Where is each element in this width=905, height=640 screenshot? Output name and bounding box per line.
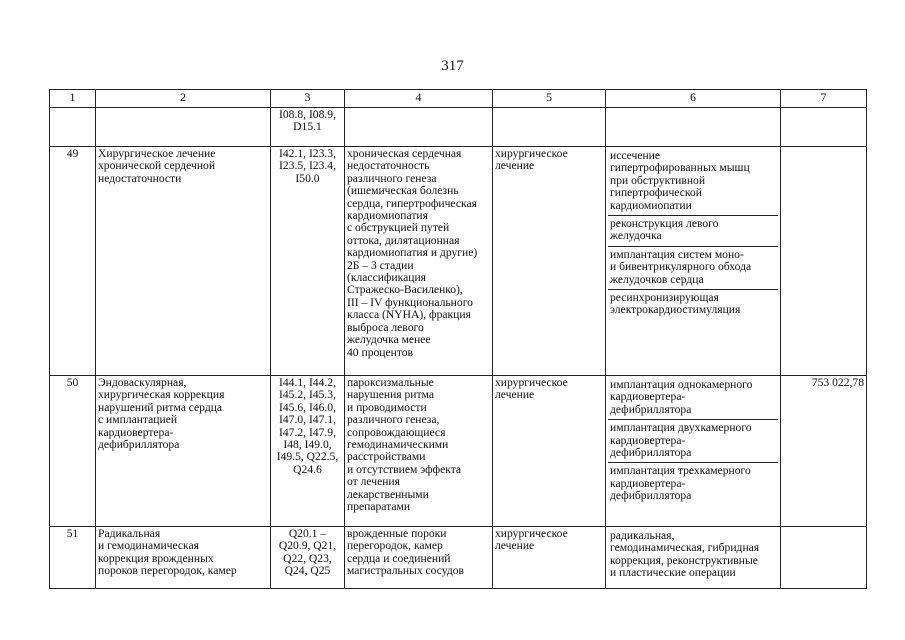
cell-cost <box>781 147 867 376</box>
cell-model: врожденные пороки перегородок, камер сердца и соединений магистральных сосудов <box>345 527 493 589</box>
cell-cost <box>781 527 867 589</box>
cell-name <box>96 108 271 147</box>
cell-name: Хирургическое лечение хронической сердечной недостаточности <box>96 147 271 376</box>
cell-codes: I42.1, I23.3, I23.5, I23.4, I50.0 <box>271 147 345 376</box>
column-header: 6 <box>606 90 781 108</box>
cell-treatment: хирургическое лечение <box>493 376 606 527</box>
cell-methods <box>606 527 781 589</box>
cell-treatment <box>493 108 606 147</box>
method-item: радикальная, гемодинамическая, гибридная коррекция, реконструктивные и пластические операции <box>610 529 760 580</box>
column-header: 2 <box>96 90 271 108</box>
cell-treatment: хирургическое лечение <box>493 147 606 376</box>
method-item: иссечение гипертрофированных мышц при обструктивной гипертрофической кардиомиопатии <box>610 149 750 212</box>
column-header: 7 <box>781 90 867 108</box>
cell-cost <box>781 108 867 147</box>
column-header: 5 <box>493 90 606 108</box>
cell-name: Радикальная и гемодинамическая коррекция врожденных пороков перегородок, камер <box>96 527 271 589</box>
method-item: имплантация однокамерного кардиовертера- дефибриллятора <box>610 378 753 416</box>
cell-name: Эндоваскулярная, хирургическая коррекция нарушений ритма сердца с имплантацией кардиовертера- дефибриллятора <box>96 376 271 527</box>
cell-treatment: хирургическое лечение <box>493 527 606 589</box>
cell-model: пароксизмальные нарушения ритма и проводимости различного генеза, сопровождающиеся гемодинамическими расстройствами и отсутствием эффекта от лечения лекарственными препаратами <box>345 376 493 527</box>
cell-model <box>345 108 493 147</box>
method-item: имплантация двухкамерного кардиовертера- дефибриллятора <box>608 419 778 462</box>
page-number: 317 <box>441 58 464 74</box>
column-number-row <box>50 90 867 108</box>
cell-num <box>50 108 96 147</box>
cell-codes: I44.1, I44.2, I45.2, I45.3, I45.6, I46.0, I47.0, I47.1, I47.2, I47.9, I48, I49.0, I49.5, Q22.5, Q24.6 <box>271 376 345 527</box>
table-row <box>50 147 867 376</box>
continuation-row <box>50 108 867 147</box>
cell-codes: Q20.1 – Q20.9, Q21, Q22, Q23, Q24, Q25 <box>271 527 345 589</box>
table-row <box>50 527 867 589</box>
cell-method <box>606 108 781 147</box>
cell-num: 50 <box>50 376 96 527</box>
cell-model: хроническая сердечная недостаточность различного генеза (ишемическая болезнь сердца, гипертрофическая кардиомиопатия с обструкцией путей оттока, дилятационная кардиомиопатия и другие) 2Б – 3 стадии (классификация Стражеско-Василенко), III – IV функционального класса (NYHA), фракция выброса левого желудочка менее 40 процентов <box>345 147 493 376</box>
method-item: ресинхронизирующая электрокардиостимуляция <box>608 289 778 320</box>
cell-cost: 753 022,78 <box>781 376 867 527</box>
cell-methods <box>606 147 781 376</box>
column-header: 3 <box>271 90 345 108</box>
method-item: реконструкция левого желудочка <box>608 215 778 246</box>
cell-num: 51 <box>50 527 96 589</box>
column-header: 1 <box>50 90 96 108</box>
cell-num: 49 <box>50 147 96 376</box>
method-item: имплантация систем моно- и бивентрикулярного обхода желудочков сердца <box>608 246 778 289</box>
table-row <box>50 376 867 527</box>
cell-codes: I08.8, I08.9, D15.1 <box>271 108 345 147</box>
medical-care-table <box>49 89 867 589</box>
cell-methods <box>606 376 781 527</box>
method-item: имплантация трехкамерного кардиовертера- дефибриллятора <box>608 462 778 505</box>
column-header: 4 <box>345 90 493 108</box>
